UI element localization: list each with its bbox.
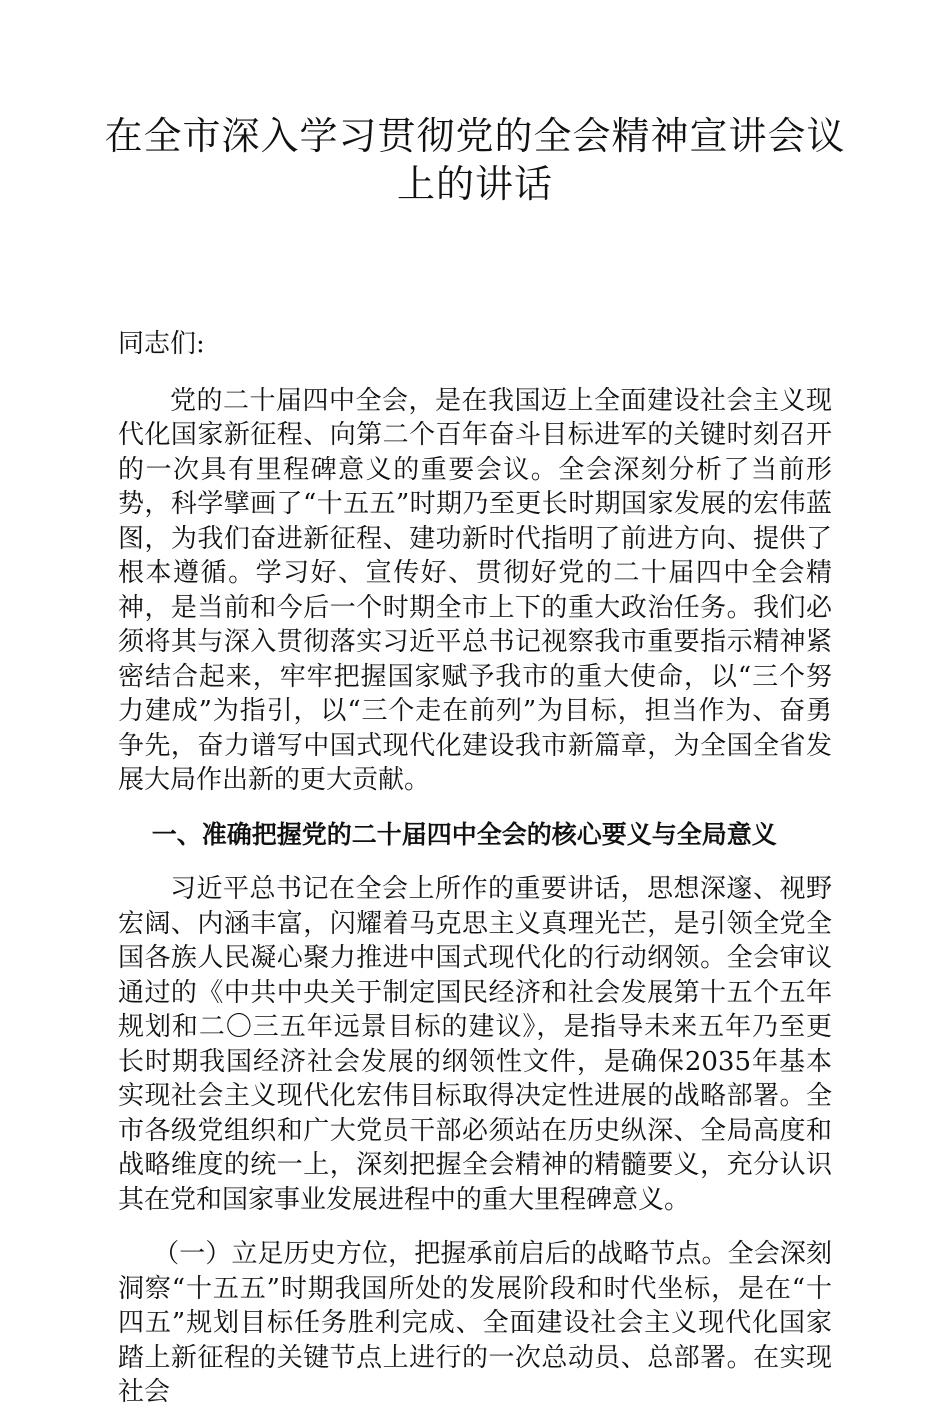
salutation: 同志们:	[118, 329, 205, 359]
section-paragraph: 习近平总书记在全会上所作的重要讲话，思想深邃、视野宏阔、内涵丰富，闪耀着马克思主义真理光芒，是引领全党全国各族人民凝心聚力推进中国式现代化的行动纲领。全会审议通过的《中共中央关于制定国民经济和社会发展第十五个五年规划和二〇三五年远景目标的建议》，是指导未来五年乃至更长时期我国经济社会发展的纲领性文件，是确保2035年基本实现社会主义现代化宏伟目标取得决定性进展的战略部署。全市各级党组织和广大党员干部必须站在历史纵深、全局高度和战略维度的统一上，深刻把握全会精神的精髓要义，充分认识其在党和国家事业发展进程中的重大里程碑意义。	[118, 874, 832, 1215]
subsection-paragraph: （一）立足历史方位，把握承前启后的战略节点。全会深刻洞察“十五五”时期我国所处的发展阶段和时代坐标，是在“十四五”规划目标任务胜利完成、全面建设社会主义现代化国家踏上新征程的关键节点上进行的一次总动员、总部署。在实现社会	[118, 1239, 832, 1407]
intro-paragraph: 党的二十届四中全会，是在我国迈上全面建设社会主义现代化国家新征程、向第二个百年奋斗目标进军的关键时刻召开的一次具有里程碑意义的重要会议。全会深刻分析了当前形势，科学擘画了“十五五”时期乃至更长时期国家发展的宏伟蓝图，为我们奋进新征程、建功新时代指明了前进方向、提供了根本遵循。学习好、宣传好、贯彻好党的二十届四中全会精神，是当前和今后一个时期全市上下的重大政治任务。我们必须将其与深入贯彻落实习近平总书记视察我市重要指示精神紧密结合起来，牢牢把握国家赋予我市的重大使命，以“三个努力建成”为指引，以“三个走在前列”为目标，担当作为、奋勇争先，奋力谱写中国式现代化建设我市新篇章，为全国全省发展大局作出新的更大贡献。	[118, 385, 832, 795]
section-heading: 一、准确把握党的二十届四中全会的核心要义与全局意义	[151, 819, 777, 849]
document-body	[118, 327, 832, 1410]
document-title: 在全市深入学习贯彻党的全会精神宣讲会议上的讲话	[104, 114, 846, 206]
